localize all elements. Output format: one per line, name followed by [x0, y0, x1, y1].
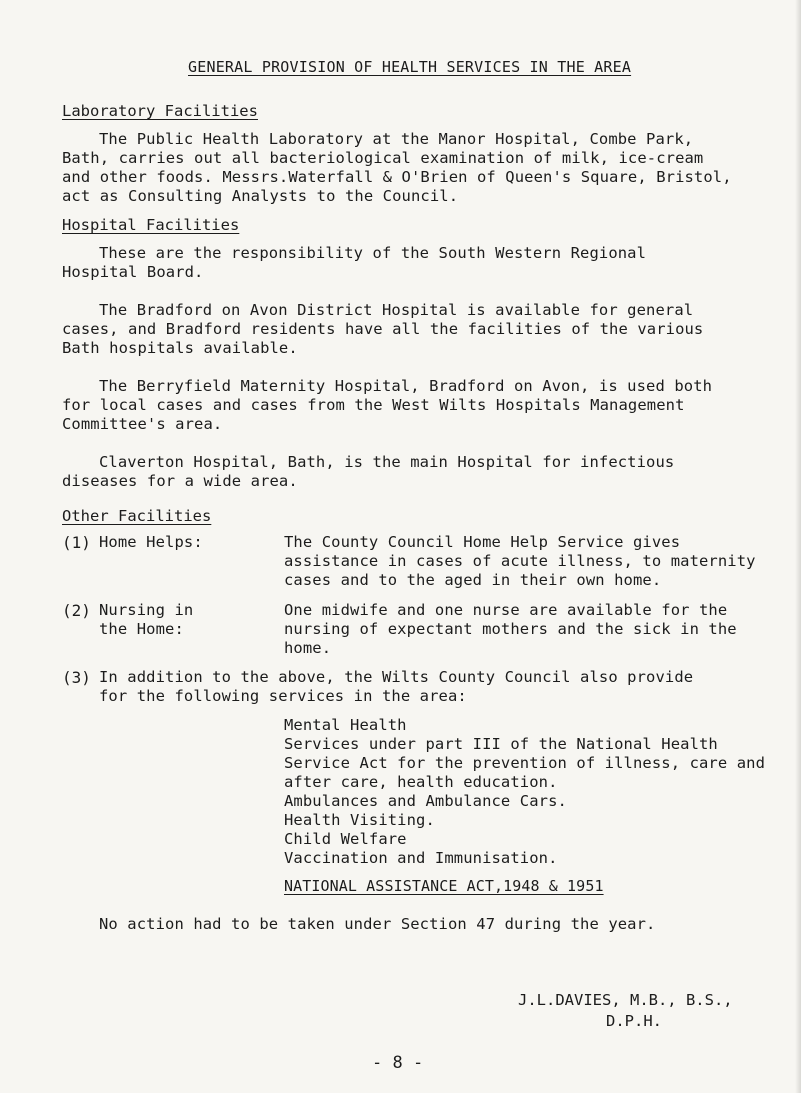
- service-line: Services under part III of the National Health: [284, 735, 718, 753]
- item-text-line: The County Council Home Help Service gives: [284, 533, 681, 551]
- laboratory-line: The Public Health Laboratory at the Manor Hospital, Combe Park,: [99, 130, 694, 148]
- item-text-line: assistance in cases of acute illness, to maternity: [284, 552, 756, 570]
- laboratory-line: and other foods. Messrs.Waterfall & O'Brien of Queen's Square, Bristol,: [62, 168, 732, 186]
- hospital-p3-line: The Berryfield Maternity Hospital, Bradford on Avon, is used both: [99, 377, 713, 395]
- act-heading: NATIONAL ASSISTANCE ACT,1948 & 1951: [284, 877, 604, 895]
- hospital-p2-line: Bath hospitals available.: [62, 339, 298, 357]
- page-number: - 8 -: [372, 1053, 424, 1073]
- item-text-line: home.: [284, 639, 332, 657]
- hospital-p2-line: The Bradford on Avon District Hospital is available for general: [99, 301, 694, 319]
- hospital-p2-line: cases, and Bradford residents have all the facilities of the various: [62, 320, 704, 338]
- item-text-line: nursing of expectant mothers and the sick in the: [284, 620, 737, 638]
- laboratory-line: act as Consulting Analysts to the Council.: [62, 187, 459, 205]
- item-label: Home Helps:: [99, 533, 203, 551]
- item-text-line: cases and to the aged in their own home.: [284, 571, 662, 589]
- service-line: Ambulances and Ambulance Cars.: [284, 792, 567, 810]
- other-heading: Other Facilities: [62, 507, 212, 525]
- hospital-p4-line: diseases for a wide area.: [62, 472, 298, 490]
- service-line: Vaccination and Immunisation.: [284, 849, 558, 867]
- hospital-p4-line: Claverton Hospital, Bath, is the main Hospital for infectious: [99, 453, 675, 471]
- page-title: GENERAL PROVISION OF HEALTH SERVICES IN THE AREA: [188, 58, 632, 76]
- item-label: Nursing in: [99, 601, 194, 619]
- item-text-line: One midwife and one nurse are available for the: [284, 601, 728, 619]
- item-label: the Home:: [99, 620, 184, 638]
- signature-name: J.L.DAVIES, M.B., B.S.,: [518, 991, 733, 1009]
- item-number: (2): [62, 601, 91, 620]
- page-edge-shadow: [795, 0, 801, 1093]
- hospital-p1-line: Hospital Board.: [62, 263, 204, 281]
- no-action-line: No action had to be taken under Section 47 during the year.: [99, 915, 656, 933]
- laboratory-heading: Laboratory Facilities: [62, 102, 258, 120]
- item-number: (3): [62, 668, 91, 687]
- service-line: Health Visiting.: [284, 811, 435, 829]
- hospital-p3-line: Committee's area.: [62, 415, 223, 433]
- service-line: after care, health education.: [284, 773, 558, 791]
- service-line: Service Act for the prevention of illness, care and: [284, 754, 766, 772]
- laboratory-line: Bath, carries out all bacteriological examination of milk, ice-cream: [62, 149, 704, 167]
- signature-degree: D.P.H.: [606, 1012, 662, 1030]
- service-line: Mental Health: [284, 716, 407, 734]
- item-text-line: for the following services in the area:: [99, 687, 467, 705]
- hospital-p3-line: for local cases and cases from the West Wilts Hospitals Management: [62, 396, 685, 414]
- item-number: (1): [62, 533, 91, 552]
- hospital-p1-line: These are the responsibility of the South Western Regional: [99, 244, 647, 262]
- hospital-heading: Hospital Facilities: [62, 216, 240, 234]
- item-text-line: In addition to the above, the Wilts County Council also provide: [99, 668, 694, 686]
- service-line: Child Welfare: [284, 830, 407, 848]
